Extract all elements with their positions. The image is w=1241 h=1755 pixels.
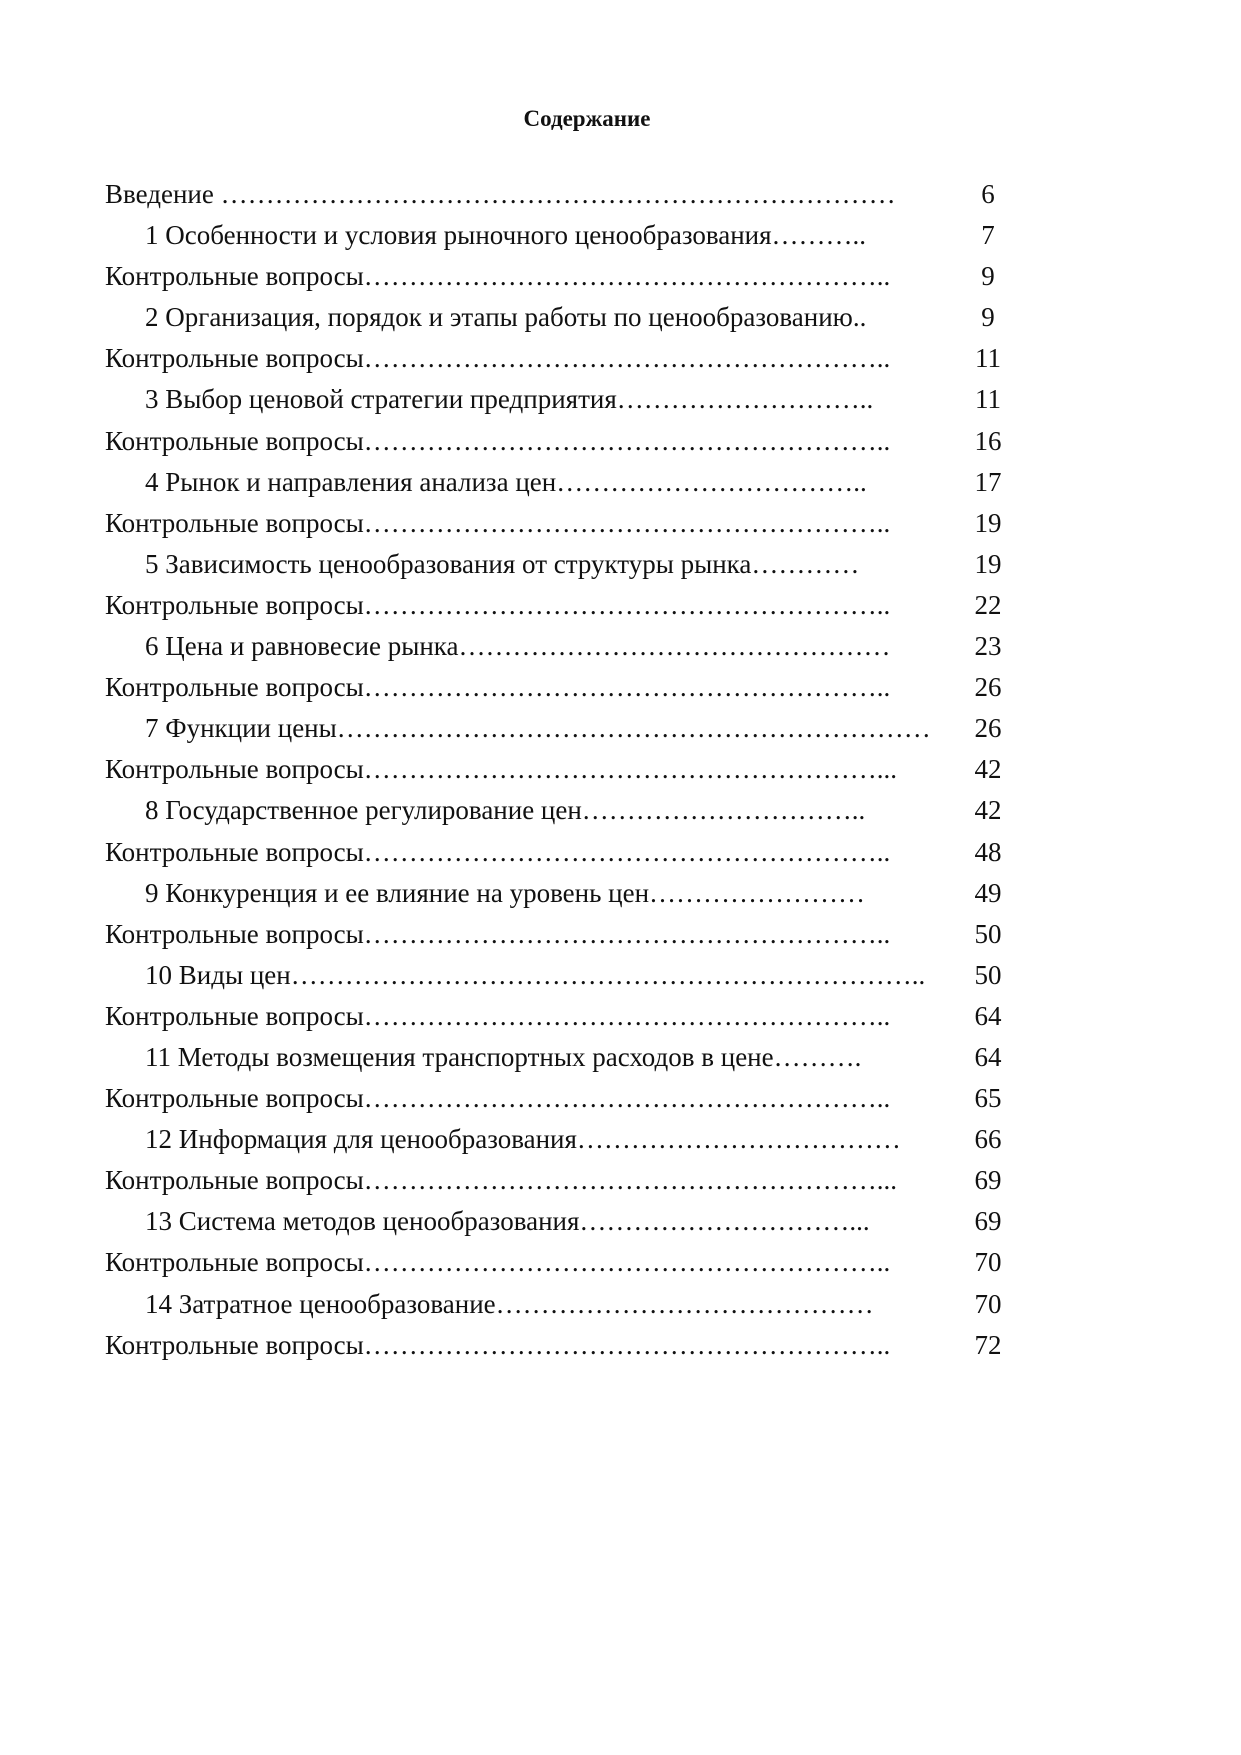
toc-entry-text: Контрольные вопросы………………………………………………….. — [105, 672, 891, 703]
toc-entry — [105, 1160, 1025, 1201]
toc-entry — [105, 256, 1025, 297]
toc-entry-text: Контрольные вопросы………………………………………………….. — [105, 836, 891, 867]
toc-entry-text: 5 Зависимость ценообразования от структуры рынка………… — [145, 548, 860, 579]
toc-entry-page-number: 26 — [974, 713, 1002, 744]
toc-entry-page-number: 7 — [981, 220, 995, 251]
page-title: Содержание — [523, 106, 651, 131]
toc-entry — [105, 174, 1025, 215]
toc-entry — [105, 462, 1025, 503]
toc-entry-page-number: 66 — [974, 1124, 1002, 1155]
toc-entry-text: 10 Виды цен…………………………………………………………….. — [145, 959, 926, 990]
toc-entry-text: 11 Методы возмещения транспортных расходов в цене………. — [145, 1041, 862, 1072]
toc-entry-text: Контрольные вопросы………………………………………………….. — [105, 589, 891, 620]
toc-entry-text: Контрольные вопросы…………………………………………………... — [105, 1165, 898, 1196]
toc-entry-page-number: 11 — [975, 343, 1001, 374]
toc-entry-text: Контрольные вопросы………………………………………………….. — [105, 1329, 891, 1360]
toc-entry-text: 13 Система методов ценообразования…………………………... — [145, 1206, 870, 1237]
toc-entry-text: Контрольные вопросы………………………………………………….. — [105, 343, 891, 374]
toc-entry-page-number: 64 — [974, 1000, 1002, 1031]
toc-entry-text: 12 Информация для ценообразования……………………………… — [145, 1124, 901, 1155]
toc-entry-text: 9 Конкуренция и ее влияние на уровень цен…………………… — [145, 877, 866, 908]
toc-entry-page-number: 42 — [974, 754, 1002, 785]
toc-entry-page-number: 26 — [974, 672, 1002, 703]
toc-entry — [105, 1037, 1025, 1078]
toc-entry — [105, 585, 1025, 626]
toc-entry-text: 14 Затратное ценообразование…………………………………… — [145, 1288, 874, 1319]
toc-entry — [105, 544, 1025, 585]
toc-entry-page-number: 50 — [974, 918, 1002, 949]
toc-entry — [105, 1325, 1025, 1366]
toc-entry — [105, 708, 1025, 749]
toc-entry-page-number: 9 — [981, 261, 995, 292]
toc-entry — [105, 1284, 1025, 1325]
toc-entry-text: 4 Рынок и направления анализа цен…………………………….. — [145, 466, 867, 497]
toc-entry-page-number: 49 — [974, 877, 1002, 908]
toc-entry — [105, 421, 1025, 462]
toc-entry — [105, 1078, 1025, 1119]
toc-entry-page-number: 48 — [974, 836, 1002, 867]
toc-entry — [105, 996, 1025, 1037]
toc-entry — [105, 955, 1025, 996]
toc-entry-page-number: 17 — [974, 466, 1002, 497]
toc-entry-page-number: 23 — [974, 631, 1002, 662]
toc-entry — [105, 215, 1025, 256]
toc-entry-page-number: 69 — [974, 1165, 1002, 1196]
toc-entry-page-number: 69 — [974, 1206, 1002, 1237]
toc-entry-page-number: 50 — [974, 959, 1002, 990]
toc-entry-text: 3 Выбор ценовой стратегии предприятия……………………….. — [145, 384, 874, 415]
toc-entry — [105, 297, 1025, 338]
table-of-contents — [105, 174, 1025, 1366]
toc-entry-text: 8 Государственное регулирование цен………………………….. — [145, 795, 866, 826]
toc-entry — [105, 873, 1025, 914]
toc-entry — [105, 626, 1025, 667]
toc-entry-text: Контрольные вопросы………………………………………………….. — [105, 918, 891, 949]
toc-entry-text: Контрольные вопросы………………………………………………….. — [105, 507, 891, 538]
toc-entry-text: 6 Цена и равновесие рынка………………………………………… — [145, 631, 891, 662]
toc-entry-page-number: 64 — [974, 1041, 1002, 1072]
toc-entry-page-number: 22 — [974, 589, 1002, 620]
toc-entry-page-number: 70 — [974, 1247, 1002, 1278]
toc-entry — [105, 790, 1025, 831]
toc-entry — [105, 832, 1025, 873]
toc-entry — [105, 1201, 1025, 1242]
toc-entry-text: Контрольные вопросы………………………………………………….. — [105, 425, 891, 456]
toc-entry-page-number: 11 — [975, 384, 1001, 415]
toc-entry-page-number: 65 — [974, 1083, 1002, 1114]
toc-entry — [105, 1119, 1025, 1160]
toc-entry-page-number: 42 — [974, 795, 1002, 826]
toc-entry-text: Контрольные вопросы………………………………………………….. — [105, 1083, 891, 1114]
toc-entry-text: Контрольные вопросы………………………………………………….. — [105, 1247, 891, 1278]
toc-entry-page-number: 19 — [974, 548, 1002, 579]
toc-entry — [105, 503, 1025, 544]
toc-entry-page-number: 70 — [974, 1288, 1002, 1319]
toc-entry-text: 1 Особенности и условия рыночного ценообразования……….. — [145, 220, 867, 251]
toc-entry — [105, 667, 1025, 708]
toc-entry — [105, 749, 1025, 790]
toc-entry — [105, 914, 1025, 955]
toc-entry-page-number: 6 — [981, 179, 995, 209]
toc-entry — [105, 379, 1025, 420]
toc-entry-text: Контрольные вопросы………………………………………………….. — [105, 261, 891, 292]
toc-entry-text: Контрольные вопросы………………………………………………….. — [105, 1000, 891, 1031]
toc-entry-text: 7 Функции цены………………………………………………………… — [145, 713, 931, 744]
toc-entry-text: 2 Организация, порядок и этапы работы по ценообразованию.. — [145, 302, 867, 333]
toc-entry-page-number: 72 — [974, 1329, 1002, 1360]
toc-entry-page-number: 9 — [981, 302, 995, 333]
toc-entry — [105, 1242, 1025, 1283]
toc-entry — [105, 338, 1025, 379]
toc-entry-text: Контрольные вопросы…………………………………………………... — [105, 754, 898, 785]
toc-entry-page-number: 19 — [974, 507, 1002, 538]
toc-entry-text: Введение ………………………………………………………………… — [105, 179, 896, 209]
toc-entry-page-number: 16 — [974, 425, 1002, 456]
